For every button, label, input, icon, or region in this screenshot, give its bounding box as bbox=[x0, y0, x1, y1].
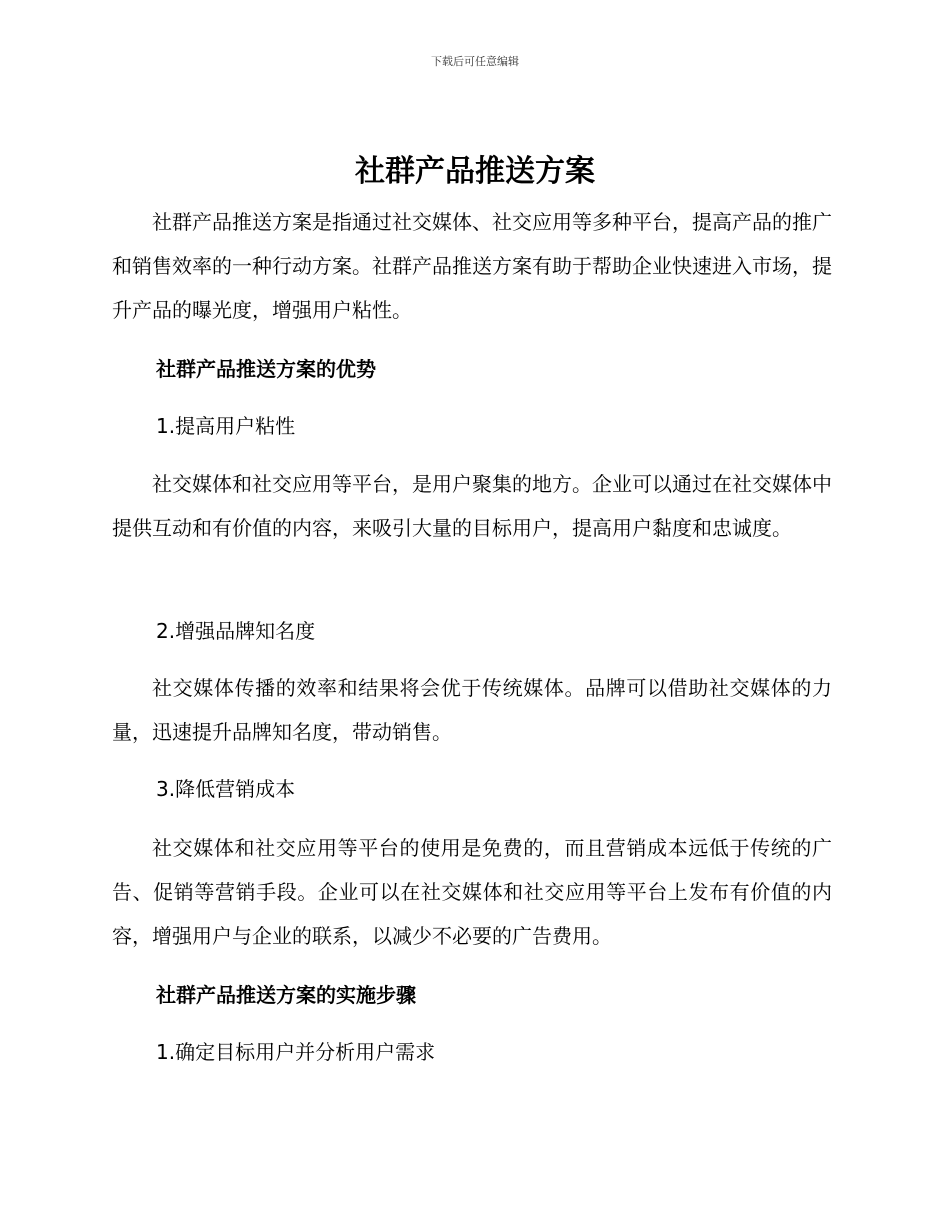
subheading-target-users: 1.确定目标用户并分析用户需求 bbox=[156, 1040, 436, 1064]
section-heading-advantages: 社群产品推送方案的优势 bbox=[156, 357, 376, 381]
subheading-user-stickiness: 1.提高用户粘性 bbox=[156, 414, 296, 438]
header-note: 下载后可任意编辑 bbox=[431, 55, 519, 68]
paragraph-user-stickiness: 社交媒体和社交应用等平台，是用户聚集的地方。企业可以通过在社交媒体中提供互动和有价值的内容，来吸引大量的目标用户，提高用户黏度和忠诚度。 bbox=[112, 472, 832, 540]
document-title: 社群产品推送方案 bbox=[355, 154, 595, 189]
section-heading-steps: 社群产品推送方案的实施步骤 bbox=[156, 983, 416, 1007]
paragraph-brand-awareness: 社交媒体传播的效率和结果将会优于传统媒体。品牌可以借助社交媒体的力量，迅速提升品牌知名度，带动销售。 bbox=[112, 676, 832, 744]
paragraph-marketing-cost: 社交媒体和社交应用等平台的使用是免费的，而且营销成本远低于传统的广告、促销等营销手段。企业可以在社交媒体和社交应用等平台上发布有价值的内容，增强用户与企业的联系，以减少不必要的广告费用。 bbox=[112, 836, 832, 948]
subheading-marketing-cost: 3.降低营销成本 bbox=[156, 777, 296, 801]
subheading-brand-awareness: 2.增强品牌知名度 bbox=[156, 619, 316, 643]
intro-paragraph: 社群产品推送方案是指通过社交媒体、社交应用等多种平台，提高产品的推广和销售效率的一种行动方案。社群产品推送方案有助于帮助企业快速进入市场，提升产品的曝光度，增强用户粘性。 bbox=[112, 210, 832, 322]
